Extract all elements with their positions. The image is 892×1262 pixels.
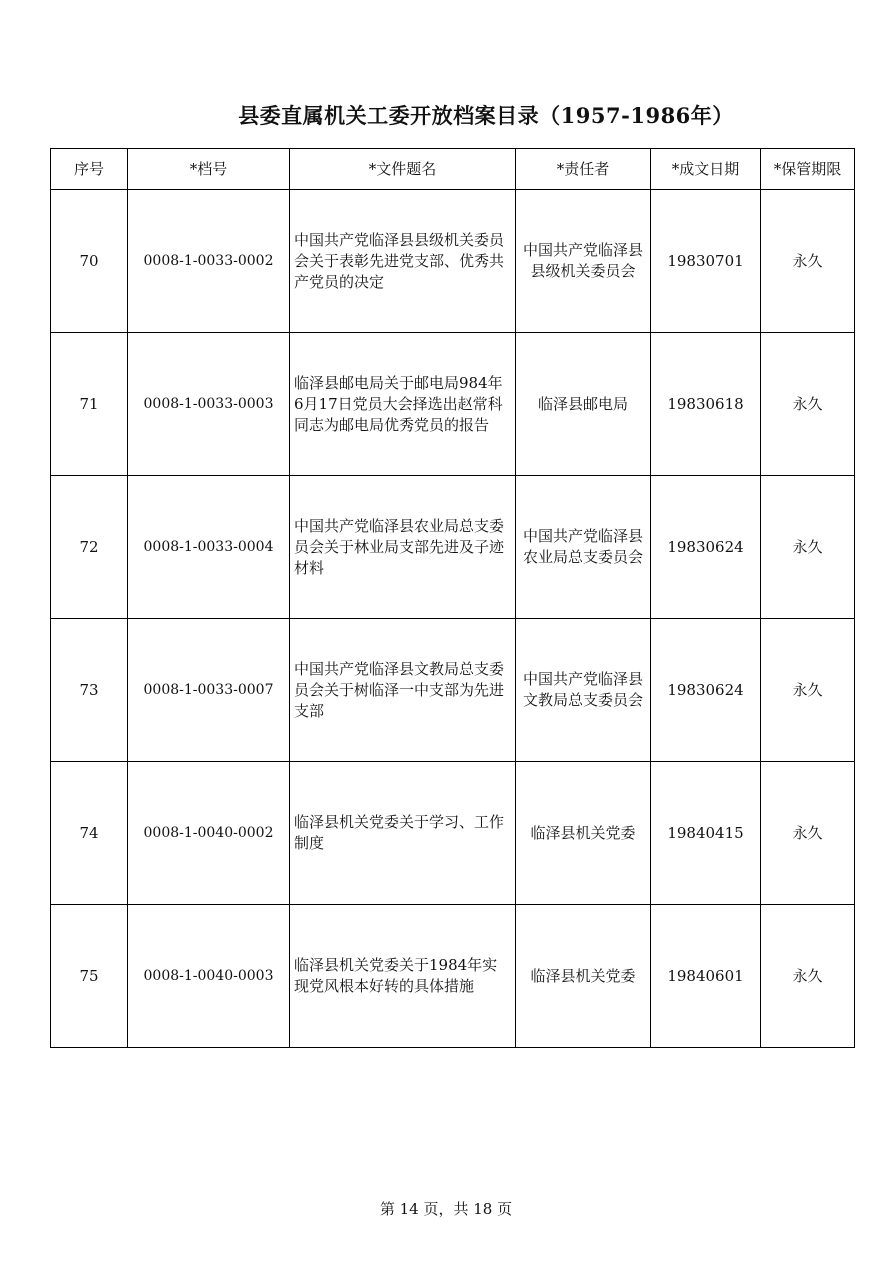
- cell-doc-title: 临泽县机关党委关于1984年实现党风根本好转的具体措施: [290, 905, 516, 1048]
- archive-catalog-table: [50, 148, 855, 1048]
- cell-retention: 永久: [761, 762, 855, 905]
- cell-index: 74: [51, 762, 128, 905]
- table-row: [51, 190, 855, 333]
- document-title: 县委直属机关工委开放档案目录（1957-1986年）: [238, 103, 734, 128]
- cell-retention: 永久: [761, 190, 855, 333]
- cell-doc-title: 临泽县邮电局关于邮电局984年6月17日党员大会择选出赵常科同志为邮电局优秀党员的报告: [290, 333, 516, 476]
- header-date: *成文日期: [651, 149, 761, 190]
- header-archive-no: *档号: [128, 149, 290, 190]
- cell-archive-no: 0008-1-0040-0003: [128, 905, 290, 1048]
- table-row: [51, 762, 855, 905]
- table-row: [51, 476, 855, 619]
- cell-archive-no: 0008-1-0033-0004: [128, 476, 290, 619]
- cell-responsible: 临泽县机关党委: [516, 905, 651, 1048]
- cell-date: 19840415: [651, 762, 761, 905]
- table-header-row: [51, 149, 855, 190]
- page-number-footer: 第 14 页，共 18 页: [379, 1200, 513, 1218]
- cell-date: 19830618: [651, 333, 761, 476]
- cell-responsible: 中国共产党临泽县文教局总支委员会: [516, 619, 651, 762]
- cell-retention: 永久: [761, 476, 855, 619]
- cell-retention: 永久: [761, 333, 855, 476]
- cell-archive-no: 0008-1-0040-0002: [128, 762, 290, 905]
- cell-archive-no: 0008-1-0033-0003: [128, 333, 290, 476]
- cell-archive-no: 0008-1-0033-0007: [128, 619, 290, 762]
- cell-index: 70: [51, 190, 128, 333]
- cell-responsible: 中国共产党临泽县农业局总支委员会: [516, 476, 651, 619]
- table-row: [51, 905, 855, 1048]
- header-index: 序号: [51, 149, 128, 190]
- cell-retention: 永久: [761, 905, 855, 1048]
- cell-responsible: 临泽县邮电局: [516, 333, 651, 476]
- table-row: [51, 333, 855, 476]
- cell-doc-title: 临泽县机关党委关于学习、工作制度: [290, 762, 516, 905]
- header-responsible: *责任者: [516, 149, 651, 190]
- cell-index: 75: [51, 905, 128, 1048]
- cell-doc-title: 中国共产党临泽县文教局总支委员会关于树临泽一中支部为先进支部: [290, 619, 516, 762]
- cell-date: 19830701: [651, 190, 761, 333]
- cell-responsible: 中国共产党临泽县县级机关委员会: [516, 190, 651, 333]
- cell-doc-title: 中国共产党临泽县农业局总支委员会关于林业局支部先进及子迹材料: [290, 476, 516, 619]
- cell-archive-no: 0008-1-0033-0002: [128, 190, 290, 333]
- cell-index: 71: [51, 333, 128, 476]
- table-row: [51, 619, 855, 762]
- header-retention: *保管期限: [761, 149, 855, 190]
- cell-doc-title: 中国共产党临泽县县级机关委员会关于表彰先进党支部、优秀共产党员的决定: [290, 190, 516, 333]
- cell-date: 19830624: [651, 476, 761, 619]
- header-doc-title: *文件题名: [290, 149, 516, 190]
- cell-date: 19830624: [651, 619, 761, 762]
- cell-index: 73: [51, 619, 128, 762]
- cell-date: 19840601: [651, 905, 761, 1048]
- cell-responsible: 临泽县机关党委: [516, 762, 651, 905]
- cell-index: 72: [51, 476, 128, 619]
- cell-retention: 永久: [761, 619, 855, 762]
